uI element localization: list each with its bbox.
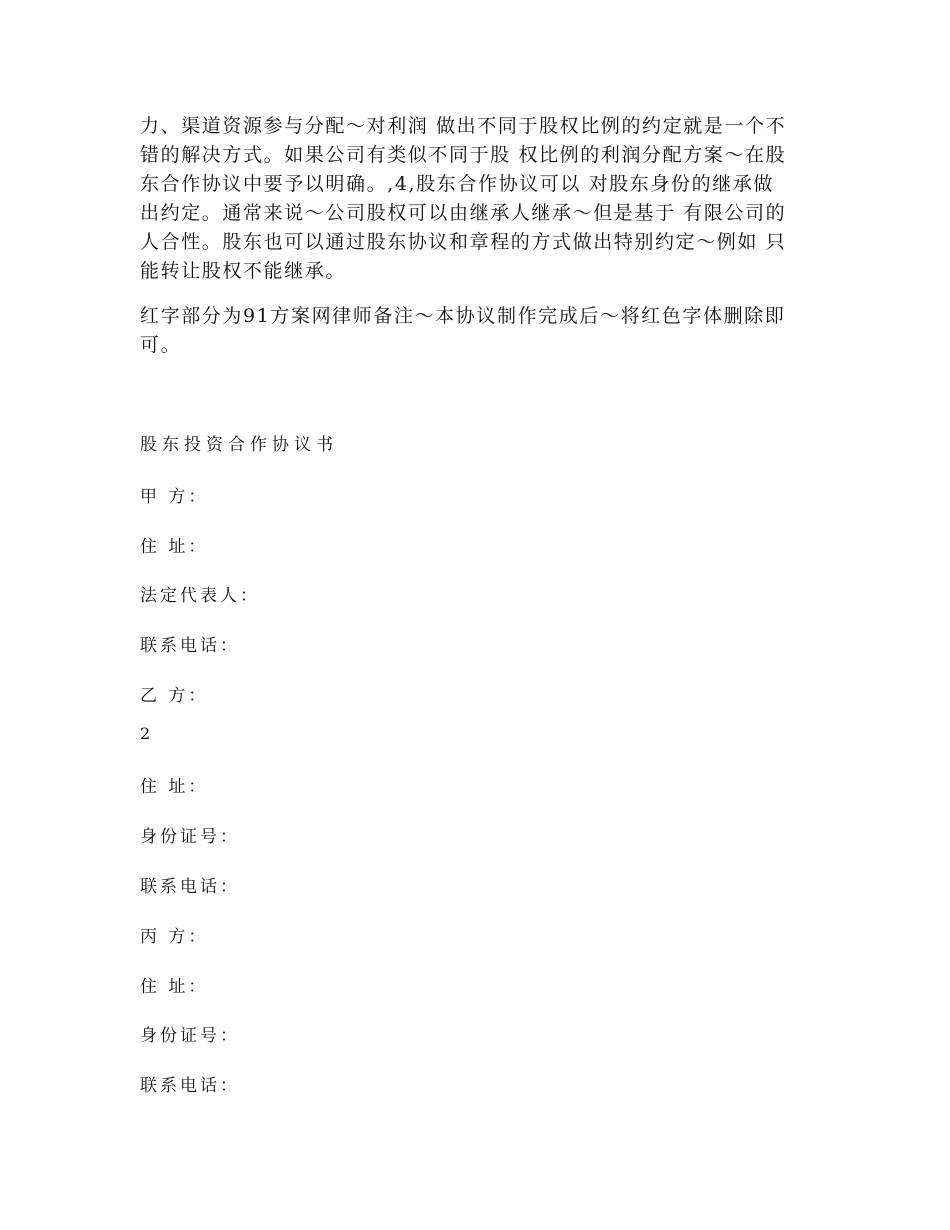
paragraph-line: 力、渠道资源参与分配～对利润 做出不同于股权比例的约定就是一个不 — [140, 115, 787, 137]
body-paragraph — [140, 112, 805, 286]
party-a-phone-label: 联系电话： — [140, 636, 240, 656]
paragraph-line: 东合作协议中要予以明确。,4,股东合作协议可以 对股东身份的继承做 — [140, 173, 775, 195]
note-paragraph — [140, 302, 805, 360]
agreement-title: 股东投资合作协议书 — [140, 435, 338, 455]
party-b-label: 乙 方： — [140, 686, 209, 706]
document-page — [140, 112, 805, 1096]
party-b-phone-label: 联系电话： — [140, 877, 240, 897]
paragraph-line: 红字部分为91方案网律师备注～本协议制作完成后～将红色字体删除即 — [140, 305, 786, 327]
party-b-id-label: 身份证号： — [140, 827, 240, 847]
party-b-address-label: 住 址： — [140, 777, 209, 797]
paragraph-line: 能转让股权不能继承。 — [140, 260, 347, 282]
paragraph-line: 错的解决方式。如果公司有类似不同于股 权比例的利润分配方案～在股 — [140, 144, 787, 166]
page-number: 2 — [140, 724, 151, 743]
paragraph-line: 人合性。股东也可以通过股东协议和章程的方式做出特别约定～例如 只 — [140, 231, 787, 253]
party-c-label: 丙 方： — [140, 927, 209, 947]
party-c-phone-label: 联系电话： — [140, 1076, 240, 1096]
party-c-id-label: 身份证号： — [140, 1026, 240, 1046]
paragraph-line: 可。 — [140, 334, 182, 356]
party-a-legal-rep-label: 法定代表人： — [140, 586, 260, 606]
paragraph-line: 出约定。通常来说～公司股权可以由继承人继承～但是基于 有限公司的 — [140, 202, 787, 224]
party-c-address-label: 住 址： — [140, 977, 209, 997]
party-a-label: 甲 方： — [140, 487, 209, 507]
party-a-address-label: 住 址： — [140, 537, 209, 557]
